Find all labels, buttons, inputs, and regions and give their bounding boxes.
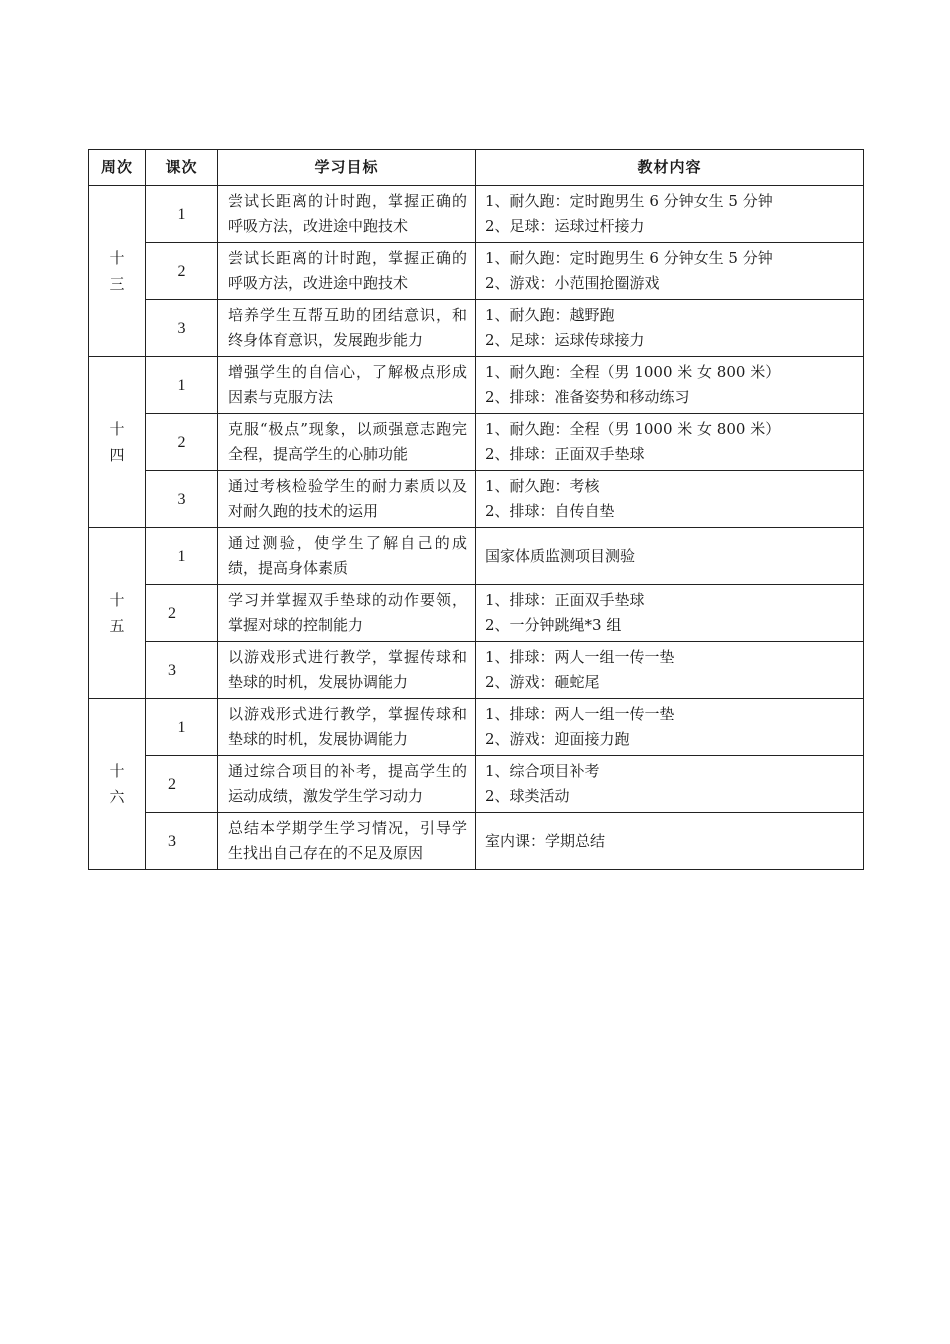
teaching-content: 1、耐久跑：定时跑男生 6 分钟女生 5 分钟 2、游戏：小范围抢圈游戏	[476, 243, 864, 300]
learning-goal: 以游戏形式进行教学，掌握传球和垫球的时机，发展协调能力	[218, 642, 476, 699]
lesson-number: 3	[146, 300, 218, 357]
week-cell: 十 三	[89, 186, 146, 357]
week-cell: 十 四	[89, 357, 146, 528]
week-cell: 十 五	[89, 528, 146, 699]
learning-goal: 学习并掌握双手垫球的动作要领，掌握对球的控制能力	[218, 585, 476, 642]
lesson-number: 2	[146, 414, 218, 471]
lesson-number: 1	[146, 699, 218, 756]
table-row	[89, 414, 864, 471]
table-row	[89, 756, 864, 813]
table-row	[89, 243, 864, 300]
lesson-number: 2	[146, 756, 218, 813]
learning-goal: 尝试长距离的计时跑，掌握正确的呼吸方法，改进途中跑技术	[218, 243, 476, 300]
lesson-number: 1	[146, 528, 218, 585]
teaching-content: 1、排球：两人一组一传一垫 2、游戏：迎面接力跑	[476, 699, 864, 756]
teaching-content: 1、排球：正面双手垫球 2、一分钟跳绳*3 组	[476, 585, 864, 642]
learning-goal: 通过测验，使学生了解自己的成绩，提高身体素质	[218, 528, 476, 585]
table-row	[89, 471, 864, 528]
table-row	[89, 357, 864, 414]
table-row	[89, 585, 864, 642]
table-row	[89, 642, 864, 699]
header-lesson: 课次	[146, 150, 218, 186]
teaching-content: 1、耐久跑：考核 2、排球：自传自垫	[476, 471, 864, 528]
learning-goal: 克服“极点”现象，以顽强意志跑完全程，提高学生的心肺功能	[218, 414, 476, 471]
lesson-plan-table	[88, 149, 864, 870]
header-content: 教材内容	[476, 150, 864, 186]
table-row	[89, 699, 864, 756]
teaching-content: 1、耐久跑：全程（男 1000 米 女 800 米） 2、排球：正面双手垫球	[476, 414, 864, 471]
week-cell: 十 六	[89, 699, 146, 870]
table-row	[89, 813, 864, 870]
learning-goal: 总结本学期学生学习情况，引导学生找出自己存在的不足及原因	[218, 813, 476, 870]
header-week: 周次	[89, 150, 146, 186]
teaching-content: 1、耐久跑：全程（男 1000 米 女 800 米） 2、排球：准备姿势和移动练习	[476, 357, 864, 414]
teaching-content: 1、耐久跑：越野跑 2、足球：运球传球接力	[476, 300, 864, 357]
lesson-number: 1	[146, 186, 218, 243]
teaching-content: 国家体质监测项目测验	[476, 528, 864, 585]
teaching-content: 1、耐久跑：定时跑男生 6 分钟女生 5 分钟 2、足球：运球过杆接力	[476, 186, 864, 243]
lesson-number: 2	[146, 585, 218, 642]
lesson-number: 3	[146, 642, 218, 699]
learning-goal: 通过考核检验学生的耐力素质以及对耐久跑的技术的运用	[218, 471, 476, 528]
teaching-content: 1、排球：两人一组一传一垫 2、游戏：砸蛇尾	[476, 642, 864, 699]
header-goal: 学习目标	[218, 150, 476, 186]
learning-goal: 通过综合项目的补考，提高学生的运动成绩，激发学生学习动力	[218, 756, 476, 813]
table-row	[89, 528, 864, 585]
learning-goal: 增强学生的自信心，了解极点形成因素与克服方法	[218, 357, 476, 414]
learning-goal: 尝试长距离的计时跑，掌握正确的呼吸方法，改进途中跑技术	[218, 186, 476, 243]
table-row	[89, 186, 864, 243]
lesson-number: 1	[146, 357, 218, 414]
teaching-content: 1、综合项目补考 2、球类活动	[476, 756, 864, 813]
header-row	[89, 150, 864, 186]
table-row	[89, 300, 864, 357]
learning-goal: 以游戏形式进行教学，掌握传球和垫球的时机，发展协调能力	[218, 699, 476, 756]
lesson-number: 2	[146, 243, 218, 300]
lesson-number: 3	[146, 813, 218, 870]
lesson-number: 3	[146, 471, 218, 528]
teaching-content: 室内课：学期总结	[476, 813, 864, 870]
learning-goal: 培养学生互帮互助的团结意识，和终身体育意识，发展跑步能力	[218, 300, 476, 357]
